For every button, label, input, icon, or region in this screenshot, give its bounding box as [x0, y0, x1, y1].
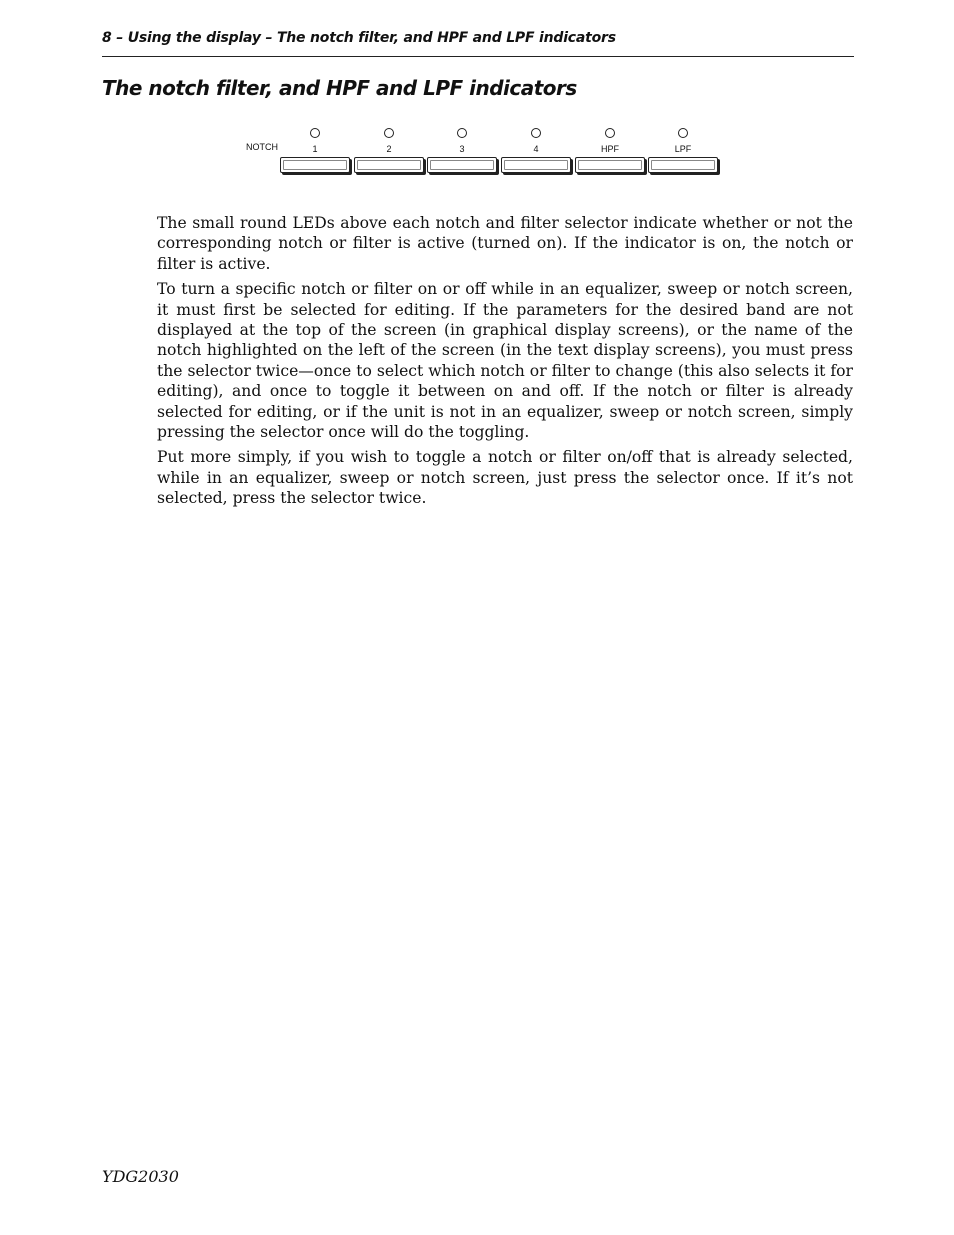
- led-indicator-icon: [457, 128, 467, 138]
- paragraph-summary: Put more simply, if you wish to toggle a notch or filter on/off that is already selected, while in an equalizer, sweep or notch screen, just press the selector once. If it’s not selected, press the selector twice.: [157, 448, 853, 508]
- selector-label: 4: [533, 144, 539, 154]
- selector-cell-lpf: [648, 124, 718, 178]
- led-indicator-icon: [678, 128, 688, 138]
- selector-button: [427, 157, 497, 173]
- selector-cell-hpf: [575, 124, 645, 178]
- running-header: 8 – Using the display – The notch filter, and HPF and LPF indicators: [102, 30, 854, 57]
- led-indicator-icon: [310, 128, 320, 138]
- paragraph-toggle-procedure: To turn a specific notch or filter on or off while in an equalizer, sweep or notch screen, it must first be selected for editing. If the parameters for the desired band are not displayed at the top of the screen (in graphical display screens), or the name of the notch highlighted on the left of the screen (in the text display screens), you must press the selector twice—once to select which notch or filter to change (this also selects it for editing), and once to toggle it between on and off. If the notch or filter is already selected for editing, or if the unit is not in an equalizer, sweep or notch screen, simply pressing the selector once will do the toggling.: [157, 280, 853, 442]
- selector-cell-notch-3: [427, 124, 497, 178]
- section-title: The notch filter, and HPF and LPF indicators: [102, 76, 577, 100]
- footer-doc-code: YDG2030: [102, 1167, 179, 1186]
- selector-button: [280, 157, 350, 173]
- selector-button: [575, 157, 645, 173]
- selector-label: 2: [386, 144, 392, 154]
- selector-button: [354, 157, 424, 173]
- selector-cell-notch-1: [280, 124, 350, 178]
- selector-label: HPF: [601, 144, 619, 154]
- led-indicator-icon: [531, 128, 541, 138]
- led-indicator-icon: [605, 128, 615, 138]
- selector-cell-notch-4: [501, 124, 571, 178]
- selector-button: [648, 157, 718, 173]
- notch-filter-panel-diagram: [244, 124, 724, 180]
- selector-cell-notch-2: [354, 124, 424, 178]
- paragraph-leds: The small round LEDs above each notch and filter selector indicate whether or not the corresponding notch or filter is active (turned on). If the indicator is on, the notch or filter is active.: [157, 214, 853, 273]
- body-text: [157, 213, 853, 514]
- notch-group-label: NOTCH: [246, 142, 278, 152]
- selector-label: 3: [459, 144, 465, 154]
- selector-button: [501, 157, 571, 173]
- selector-label: 1: [312, 144, 318, 154]
- led-indicator-icon: [384, 128, 394, 138]
- selector-label: LPF: [674, 144, 692, 154]
